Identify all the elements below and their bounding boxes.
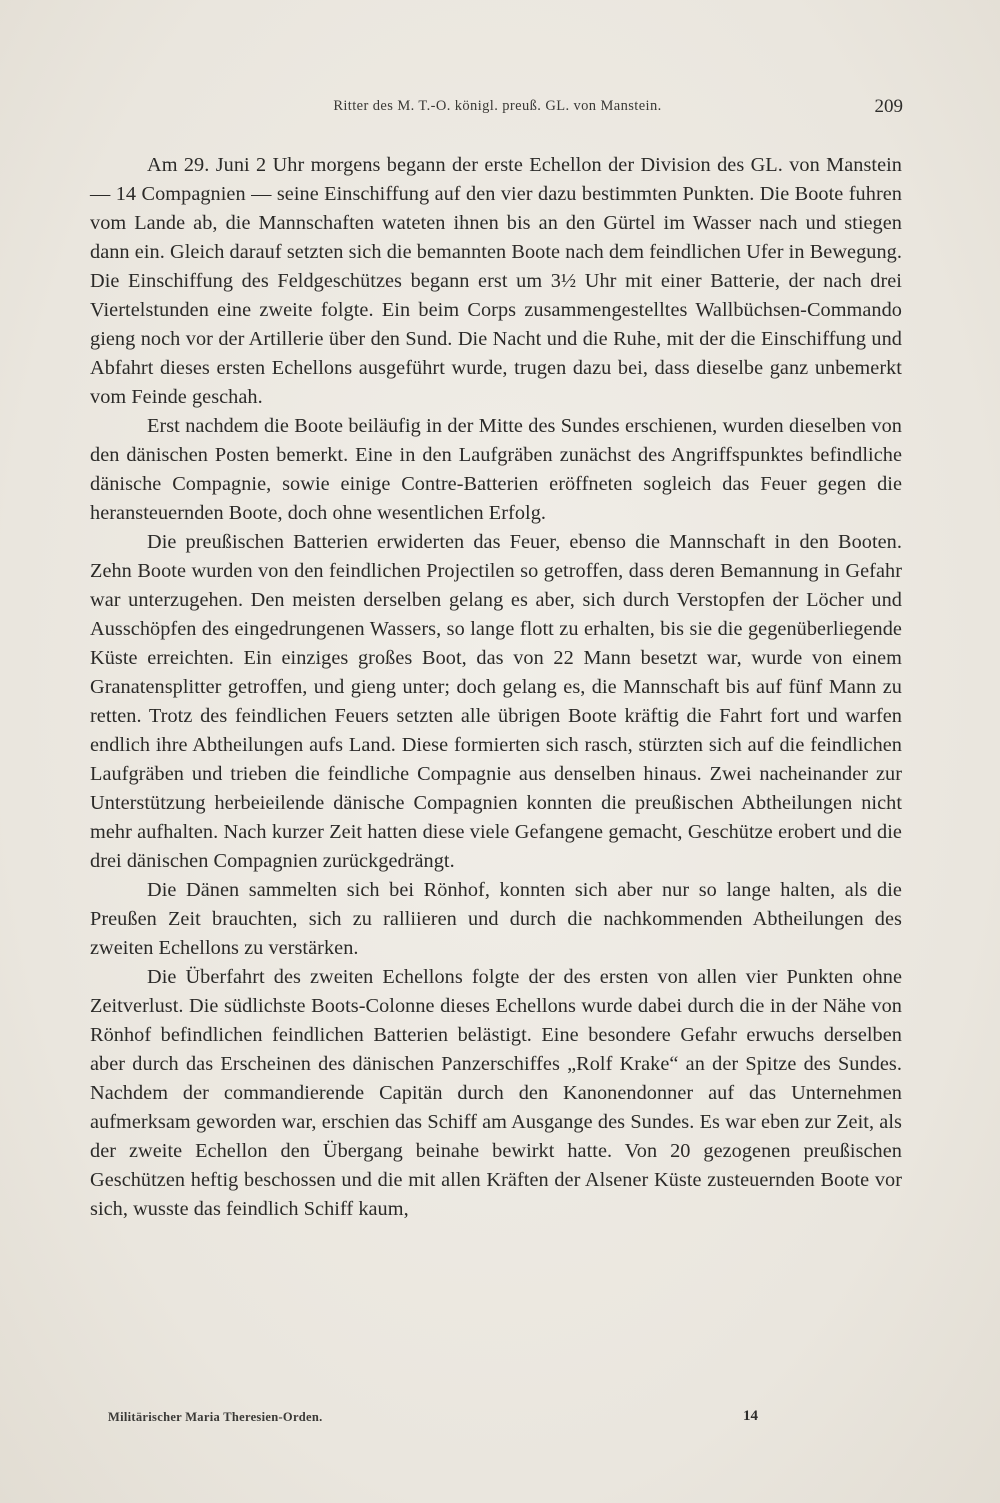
page-footer (90, 1408, 902, 1430)
paragraph-4: Die Dänen sammelten sich bei Rönhof, konnten sich aber nur so lange halten, als die Preußen Zeit brauchten, sich zu ralliieren und durch die nachkommenden Abtheilungen des zweiten Echellons zu verstärken. (90, 879, 902, 959)
page-number: 209 (874, 96, 903, 117)
printer-signature: Militärischer Maria Theresien-Orden. (108, 1410, 323, 1424)
running-head: Ritter des M. T.-O. königl. preuß. GL. von Manstein. (333, 98, 662, 114)
paragraph-3: Die preußischen Batterien erwiderten das Feuer, ebenso die Mannschaft in den Booten. Zehn Boote wurden von den feindlichen Projectilen so getroffen, dass deren Bemannung in Gefahr war unterzugehen. Den meisten derselben gelang es aber, sich durch Verstopfen der Löcher und Ausschöpfen des eingedrungenen Wassers, so lange flott zu erhalten, bis sie die gegenüberliegende Küste erreichten. Ein einziges großes Boot, das von 22 Mann besetzt war, wurde von einem Granatensplitter getroffen, und gieng unter; doch gelang es, die Mannschaft bis auf fünf Mann zu retten. Trotz des feindlichen Feuers setzten alle übrigen Boote kräftig die Fahrt fort und warfen endlich ihre Abtheilungen aufs Land. Diese formierten sich rasch, stürzten sich auf die feindlichen Laufgräben und trieben die feindliche Compagnie aus denselben hinaus. Zwei nacheinander zur Unterstützung herbeieilende dänische Compagnien konnten die preußischen Abtheilungen nicht mehr aufhalten. Nach kurzer Zeit hatten diese viele Gefangene gemacht, Geschütze erobert und die drei dänischen Compagnien zurückgedrängt. (90, 531, 902, 872)
paragraph-1: Am 29. Juni 2 Uhr morgens begann der erste Echellon der Division des GL. von Manstein — 14 Compagnien — seine Einschiffung auf den vier dazu bestimmten Punkten. Die Boote fuhren vom Lande ab, die Mannschaften wateten ihnen bis an den Gürtel im Wasser nach und stiegen dann ein. Gleich darauf setzten sich die bemannten Boote nach dem feindlichen Ufer in Bewegung. Die Einschiffung des Feldgeschützes begann erst um 3½ Uhr mit einer Batterie, der nach drei Viertelstunden eine zweite folgte. Ein beim Corps zusammengestelltes Wallbüchsen-Commando gieng noch vor der Artillerie über den Sund. Die Nacht und die Ruhe, mit der die Einschiffung und Abfahrt dieses ersten Echellons ausgeführt wurde, trugen dazu bei, dass dieselbe ganz unbemerkt vom Feinde geschah. (90, 154, 902, 408)
paragraph-2: Erst nachdem die Boote beiläufig in der Mitte des Sundes erschienen, wurden dieselben von den dänischen Posten bemerkt. Eine in den Laufgräben zunächst des Angriffspunktes befindliche dänische Compagnie, sowie einige Contre-Batterien eröffneten sogleich das Feuer gegen die heransteuernden Boote, doch ohne wesentlichen Erfolg. (90, 415, 902, 524)
body-text (90, 151, 902, 1224)
sheet-number: 14 (743, 1408, 758, 1424)
paragraph-5: Die Überfahrt des zweiten Echellons folgte der des ersten von allen vier Punkten ohne Zeitverlust. Die südlichste Boots-Colonne dieses Echellons wurde dabei durch die in der Nähe von Rönhof befindlichen feindlichen Batterien belästigt. Eine besondere Gefahr erwuchs derselben aber durch das Erscheinen des dänischen Panzerschiffes „Rolf Krake“ an der Spitze des Sundes. Nachdem der commandierende Capitän durch den Kanonendonner auf das Unternehmen aufmerksam geworden war, erschien das Schiff am Ausgange des Sundes. Es war eben zur Zeit, als der zweite Echellon den Übergang beinahe bewirkt hatte. Von 20 gezogenen preußischen Geschützen heftig beschossen und die mit allen Kräften der Alsener Küste zusteuernden Boote vor sich, wusste das feindlich Schiff kaum, (90, 966, 902, 1220)
page-header (90, 96, 905, 124)
